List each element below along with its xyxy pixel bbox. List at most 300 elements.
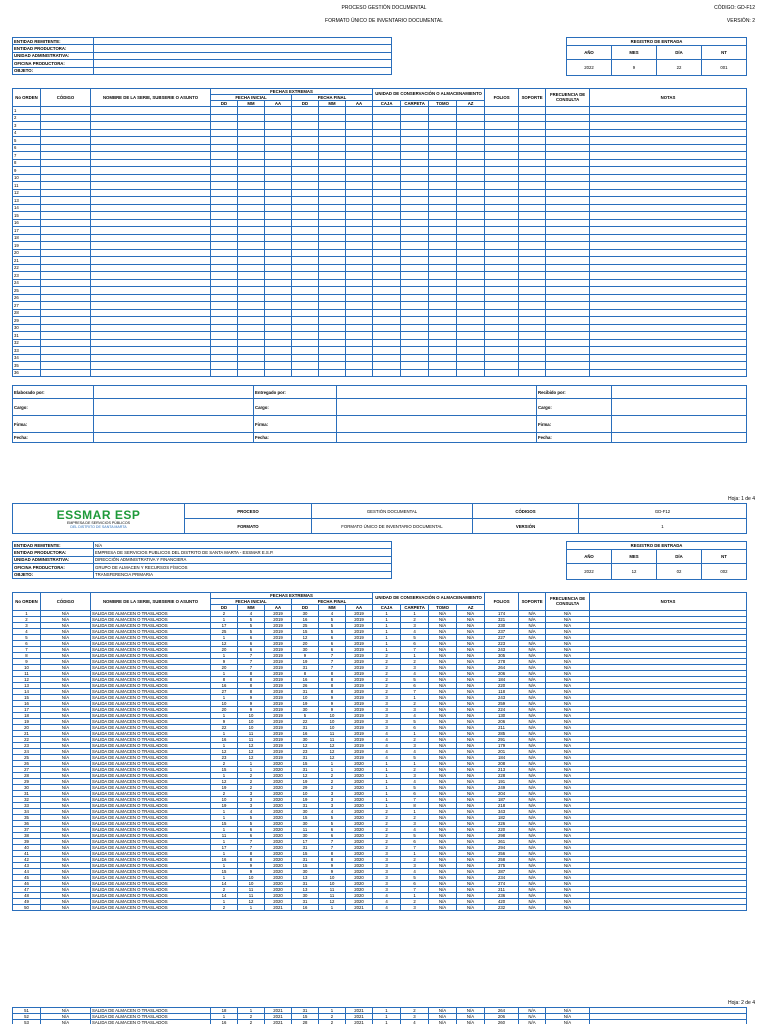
table-cell: 8	[319, 857, 346, 863]
table-cell: N/A	[457, 857, 485, 863]
table-cell	[319, 339, 346, 347]
table-cell: 2020	[346, 893, 373, 899]
signature-label: Fecha:	[537, 433, 612, 443]
table-cell: SALIDA DE ALMACEN O TRASLADOS	[91, 887, 211, 893]
table-cell	[265, 182, 292, 190]
table-cell: 2020	[346, 863, 373, 869]
table-cell: 2019	[346, 665, 373, 671]
table-cell: SALIDA DE ALMACEN O TRASLADOS	[91, 755, 211, 761]
table-cell: N/A	[429, 629, 457, 635]
table-cell	[265, 317, 292, 325]
table-cell	[485, 287, 519, 295]
table-cell: 2019	[346, 713, 373, 719]
table-cell	[319, 242, 346, 250]
table-cell	[91, 324, 211, 332]
table-cell: 2020	[265, 785, 292, 791]
table-cell	[41, 159, 91, 167]
table-cell	[346, 287, 373, 295]
table-cell: N/A	[41, 779, 91, 785]
table-cell	[519, 234, 546, 242]
table-cell	[265, 234, 292, 242]
table-cell	[211, 159, 238, 167]
page2-registro-table	[566, 541, 747, 580]
table-cell: 2	[373, 845, 401, 851]
table-cell: 2020	[265, 893, 292, 899]
table-cell	[91, 354, 211, 362]
table-cell	[429, 317, 457, 325]
table-cell: 2	[373, 653, 401, 659]
table-cell	[457, 354, 485, 362]
table-cell	[546, 219, 590, 227]
table-cell: N/A	[546, 887, 590, 893]
table-cell	[211, 309, 238, 317]
table-cell	[346, 354, 373, 362]
table-cell: N/A	[429, 821, 457, 827]
table-cell	[519, 324, 546, 332]
table-cell: 7	[13, 647, 41, 653]
table-cell	[519, 272, 546, 280]
table-cell: 36	[13, 821, 41, 827]
col-mm: MM	[319, 605, 346, 611]
table-cell	[292, 122, 319, 130]
table-cell	[211, 302, 238, 310]
table-cell	[401, 249, 429, 257]
table-cell: 3	[13, 623, 41, 629]
signature-label: Cargo:	[254, 399, 337, 416]
essmar-logo	[13, 504, 185, 534]
table-cell: 2020	[346, 803, 373, 809]
table-cell: 2019	[265, 653, 292, 659]
table-cell: 2019	[265, 623, 292, 629]
table-cell: N/A	[519, 779, 546, 785]
table-cell: N/A	[429, 731, 457, 737]
table-cell	[41, 167, 91, 175]
table-cell	[519, 309, 546, 317]
table-cell	[590, 294, 747, 302]
table-row	[13, 114, 747, 122]
col-aa: AA	[265, 101, 292, 107]
table-cell: 2	[238, 1014, 265, 1020]
table-cell	[590, 362, 747, 370]
table-cell: 2019	[265, 611, 292, 617]
col-fechas-extremas: FECHAS EXTREMAS	[211, 593, 373, 599]
table-cell	[401, 234, 429, 242]
table-row	[13, 197, 747, 205]
table-cell: 5	[319, 629, 346, 635]
table-cell: 2	[211, 611, 238, 617]
table-cell: 2021	[265, 1020, 292, 1024]
table-cell: 7	[238, 845, 265, 851]
table-cell: N/A	[546, 617, 590, 623]
table-cell: 4	[373, 731, 401, 737]
table-cell: 2021	[346, 1014, 373, 1020]
page2-hoja: Hoja: 1 de 4	[728, 496, 755, 502]
table-cell	[238, 234, 265, 242]
signature-field	[337, 416, 537, 433]
table-cell: 12	[292, 743, 319, 749]
table-cell: 5	[238, 629, 265, 635]
table-cell: N/A	[457, 665, 485, 671]
table-cell: 7	[13, 152, 41, 160]
table-cell: 50	[13, 905, 41, 911]
table-cell	[457, 144, 485, 152]
table-cell	[485, 122, 519, 130]
table-cell	[457, 204, 485, 212]
registro-title: REGISTRO DE ENTRADA	[567, 542, 747, 550]
table-cell: 16	[211, 1020, 238, 1024]
table-cell: N/A	[41, 869, 91, 875]
table-cell: 2020	[346, 845, 373, 851]
table-cell: 4	[13, 129, 41, 137]
table-cell	[292, 309, 319, 317]
table-cell: 4	[238, 611, 265, 617]
table-cell	[238, 212, 265, 220]
table-cell	[211, 249, 238, 257]
table-cell	[238, 332, 265, 340]
table-cell	[319, 332, 346, 340]
table-cell	[485, 159, 519, 167]
table-cell	[429, 362, 457, 370]
col-no-orden: No ORDEN	[13, 593, 41, 611]
registro-value: 9	[612, 60, 657, 76]
table-cell: N/A	[546, 611, 590, 617]
table-cell	[429, 354, 457, 362]
table-cell: 34	[13, 809, 41, 815]
table-cell	[292, 339, 319, 347]
table-cell	[401, 137, 429, 145]
col-az: AZ	[457, 101, 485, 107]
table-cell: 7	[401, 647, 429, 653]
table-cell	[211, 369, 238, 377]
table-cell: 10	[238, 875, 265, 881]
table-cell	[91, 129, 211, 137]
table-cell: N/A	[457, 863, 485, 869]
table-cell: N/A	[429, 1020, 457, 1024]
table-cell: 3	[401, 1014, 429, 1020]
table-cell: N/A	[41, 701, 91, 707]
table-cell: 206	[485, 719, 519, 725]
signature-field	[612, 433, 747, 443]
table-cell: 1	[211, 731, 238, 737]
table-cell: 32	[13, 339, 41, 347]
table-cell: N/A	[41, 761, 91, 767]
table-cell: SALIDA DE ALMACEN O TRASLADOS	[91, 851, 211, 857]
table-cell: 17	[211, 845, 238, 851]
table-cell: 206	[485, 1014, 519, 1020]
table-cell	[590, 332, 747, 340]
table-cell	[292, 234, 319, 242]
col-aa: AA	[265, 605, 292, 611]
registro-header: AÑO	[567, 550, 612, 564]
table-row	[13, 354, 747, 362]
table-cell	[292, 324, 319, 332]
table-row	[13, 152, 747, 160]
table-cell: 13	[13, 683, 41, 689]
table-cell	[373, 249, 401, 257]
table-cell	[519, 249, 546, 257]
table-cell	[373, 129, 401, 137]
table-cell: N/A	[457, 617, 485, 623]
table-cell	[429, 144, 457, 152]
table-cell: N/A	[429, 695, 457, 701]
table-cell: 5	[13, 137, 41, 145]
table-cell: 2019	[346, 743, 373, 749]
table-cell: 2	[401, 659, 429, 665]
table-cell	[590, 129, 747, 137]
table-cell: N/A	[546, 809, 590, 815]
page1-format-title: FORMATO ÚNICO DE INVENTARIO DOCUMENTAL	[325, 18, 443, 24]
table-cell	[590, 234, 747, 242]
table-cell	[457, 242, 485, 250]
table-cell: 30	[292, 737, 319, 743]
table-cell	[590, 317, 747, 325]
table-cell: N/A	[519, 839, 546, 845]
table-cell: 40	[13, 845, 41, 851]
table-cell: 184	[485, 755, 519, 761]
table-cell: 24	[13, 749, 41, 755]
table-cell	[546, 107, 590, 115]
table-cell	[292, 129, 319, 137]
table-cell: SALIDA DE ALMACEN O TRASLADOS	[91, 623, 211, 629]
table-cell	[292, 362, 319, 370]
table-cell	[519, 144, 546, 152]
entity-value	[94, 38, 392, 45]
table-cell: 7	[238, 665, 265, 671]
table-cell	[519, 107, 546, 115]
table-cell	[211, 287, 238, 295]
table-cell: 2019	[346, 611, 373, 617]
table-cell: N/A	[546, 797, 590, 803]
table-cell: 3	[373, 719, 401, 725]
table-cell	[546, 212, 590, 220]
table-cell: N/A	[457, 845, 485, 851]
table-cell	[346, 227, 373, 235]
table-cell	[346, 339, 373, 347]
table-cell: 15	[292, 815, 319, 821]
table-cell	[429, 287, 457, 295]
table-cell: N/A	[41, 797, 91, 803]
col-tomo: TOMO	[429, 101, 457, 107]
page3-hoja: Hoja: 2 de 4	[728, 1000, 755, 1006]
table-cell	[546, 197, 590, 205]
table-cell: 3	[373, 695, 401, 701]
table-cell: 2020	[265, 869, 292, 875]
table-cell	[429, 167, 457, 175]
table-cell	[485, 249, 519, 257]
table-cell: N/A	[457, 629, 485, 635]
table-cell: N/A	[519, 875, 546, 881]
col-dd: DD	[292, 101, 319, 107]
table-cell: 28	[13, 309, 41, 317]
table-cell: 30	[13, 324, 41, 332]
table-cell: 2020	[265, 809, 292, 815]
table-cell: 11	[238, 731, 265, 737]
table-cell: 10	[319, 719, 346, 725]
table-cell	[238, 347, 265, 355]
table-cell	[319, 159, 346, 167]
table-cell	[590, 137, 747, 145]
table-cell: 11	[238, 737, 265, 743]
col-aa: AA	[346, 101, 373, 107]
table-cell	[373, 279, 401, 287]
table-cell	[373, 137, 401, 145]
table-row	[13, 287, 747, 295]
table-cell: 49	[13, 899, 41, 905]
table-cell: 7	[401, 797, 429, 803]
table-cell: 1	[373, 629, 401, 635]
registro-header: MES	[612, 550, 657, 564]
table-cell	[401, 279, 429, 287]
table-cell: N/A	[519, 689, 546, 695]
table-cell: 2020	[265, 881, 292, 887]
table-cell: 3	[238, 791, 265, 797]
table-cell	[41, 152, 91, 160]
table-cell: 19	[211, 785, 238, 791]
table-cell	[41, 272, 91, 280]
table-cell: 2	[238, 779, 265, 785]
page2-header-table	[12, 503, 747, 534]
table-cell: 2020	[346, 791, 373, 797]
table-row	[13, 332, 747, 340]
table-cell	[265, 347, 292, 355]
table-cell: 291	[485, 737, 519, 743]
table-cell	[292, 152, 319, 160]
signature-label: Firma:	[13, 416, 94, 433]
table-cell: 18	[13, 234, 41, 242]
table-cell: 2020	[265, 815, 292, 821]
table-cell: N/A	[519, 671, 546, 677]
table-cell	[91, 107, 211, 115]
table-cell: N/A	[546, 749, 590, 755]
table-cell	[457, 264, 485, 272]
table-cell: N/A	[429, 779, 457, 785]
table-cell	[238, 107, 265, 115]
table-cell	[238, 122, 265, 130]
table-cell	[211, 129, 238, 137]
table-cell	[485, 347, 519, 355]
table-cell: N/A	[546, 815, 590, 821]
table-cell	[429, 182, 457, 190]
table-cell	[91, 339, 211, 347]
table-cell: N/A	[41, 809, 91, 815]
table-cell	[265, 129, 292, 137]
table-cell	[457, 249, 485, 257]
table-cell: 2019	[265, 737, 292, 743]
table-cell: N/A	[429, 707, 457, 713]
table-cell	[238, 167, 265, 175]
col-nombre: NOMBRE DE LA SERIE, SUBSERIE O ASUNTO	[91, 593, 211, 611]
table-cell	[373, 174, 401, 182]
table-cell	[91, 227, 211, 235]
table-cell: N/A	[457, 803, 485, 809]
table-cell: 4	[373, 749, 401, 755]
table-cell: 3	[373, 725, 401, 731]
table-cell: 2	[13, 114, 41, 122]
table-cell: 343	[485, 809, 519, 815]
col-fecha-inicial: FECHA INICIAL	[211, 599, 292, 605]
table-cell: 5	[401, 719, 429, 725]
table-cell	[91, 182, 211, 190]
table-cell	[485, 264, 519, 272]
table-cell: 213	[485, 767, 519, 773]
table-cell	[590, 122, 747, 130]
table-cell: 8	[401, 803, 429, 809]
table-cell	[41, 129, 91, 137]
table-cell: 6	[238, 827, 265, 833]
table-cell: 3	[238, 803, 265, 809]
table-cell: N/A	[429, 845, 457, 851]
table-cell	[265, 152, 292, 160]
table-cell: N/A	[429, 659, 457, 665]
table-cell: N/A	[546, 863, 590, 869]
table-cell: 10	[292, 791, 319, 797]
table-cell	[265, 339, 292, 347]
table-cell: 1	[373, 617, 401, 623]
table-cell: N/A	[546, 899, 590, 905]
col-notas: NOTAS	[590, 593, 747, 611]
table-cell: 2019	[265, 719, 292, 725]
table-cell: N/A	[429, 857, 457, 863]
table-cell	[519, 264, 546, 272]
table-cell: 2019	[346, 749, 373, 755]
entity-value	[94, 60, 392, 67]
table-cell	[590, 152, 747, 160]
table-cell	[457, 347, 485, 355]
table-cell: 1	[401, 731, 429, 737]
table-cell: 227	[485, 635, 519, 641]
table-cell	[457, 159, 485, 167]
table-row	[13, 324, 747, 332]
table-cell	[457, 122, 485, 130]
table-cell	[519, 302, 546, 310]
table-cell	[546, 167, 590, 175]
table-cell: 1	[238, 1008, 265, 1014]
table-cell	[346, 264, 373, 272]
table-cell: N/A	[429, 713, 457, 719]
table-cell: N/A	[546, 905, 590, 911]
table-row	[13, 317, 747, 325]
col-folios: FOLIOS	[485, 593, 519, 611]
table-cell: 31	[292, 845, 319, 851]
table-cell: 1	[211, 671, 238, 677]
table-cell	[485, 137, 519, 145]
table-cell: 130	[485, 713, 519, 719]
table-cell	[292, 114, 319, 122]
table-cell	[41, 264, 91, 272]
table-cell	[401, 174, 429, 182]
table-cell: SALIDA DE ALMACEN O TRASLADOS	[91, 713, 211, 719]
table-cell	[211, 167, 238, 175]
table-cell: 1	[319, 767, 346, 773]
table-cell: SALIDA DE ALMACEN O TRASLADOS	[91, 791, 211, 797]
table-cell: N/A	[546, 827, 590, 833]
table-cell: 4	[373, 905, 401, 911]
table-cell: 9	[13, 659, 41, 665]
table-cell: N/A	[429, 647, 457, 653]
table-cell: N/A	[41, 719, 91, 725]
table-cell	[292, 197, 319, 205]
table-cell: N/A	[519, 731, 546, 737]
signature-field	[612, 399, 747, 416]
table-cell: 2	[319, 1020, 346, 1024]
table-cell: 264	[485, 1008, 519, 1014]
table-cell: N/A	[457, 791, 485, 797]
table-cell: N/A	[546, 875, 590, 881]
table-cell	[457, 227, 485, 235]
table-cell: 2019	[346, 671, 373, 677]
table-cell: N/A	[429, 827, 457, 833]
table-cell: 2	[401, 701, 429, 707]
